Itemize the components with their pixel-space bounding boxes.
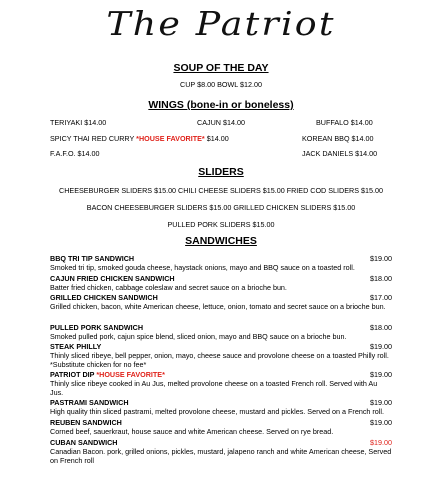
item-name: GRILLED CHICKEN SANDWICH bbox=[50, 293, 158, 302]
house-favorite-badge: *HOUSE FAVORITE* bbox=[136, 134, 205, 143]
item-description: Corned beef, sauerkraut, house sauce and white American cheese. Served on rye bread. bbox=[50, 427, 334, 437]
item-name: PASTRAMI SANDWICH bbox=[50, 398, 129, 407]
wing-thai-label: SPICY THAI RED CURRY bbox=[50, 134, 135, 143]
wing-thai-price: $14.00 bbox=[206, 134, 229, 143]
wing-korean: KOREAN BBQ $14.00 bbox=[302, 134, 374, 143]
item-price: $19.00 bbox=[370, 370, 392, 379]
item-price: $17.00 bbox=[370, 293, 392, 302]
list-item bbox=[50, 370, 392, 398]
sliders-row-2: BACON CHEESEBURGER SLIDERS $15.00 GRILLED CHICKEN SLIDERS $15.00 bbox=[86, 203, 356, 212]
list-item bbox=[50, 254, 392, 272]
list-item bbox=[50, 418, 392, 436]
list-item bbox=[50, 438, 392, 466]
list-item bbox=[50, 398, 392, 416]
item-price: $19.00 bbox=[370, 418, 392, 427]
wings-title: WINGS (bone-in or boneless) bbox=[148, 99, 294, 111]
restaurant-logo: The Patriot bbox=[106, 4, 336, 43]
item-description: Grilled chicken, bacon, white American cheese, lettuce, onion, tomato and secret sauce on a brioche bun. bbox=[50, 302, 386, 312]
item-price: $19.00 bbox=[370, 438, 392, 447]
item-price: $19.00 bbox=[370, 254, 392, 263]
item-name: CUBAN SANDWICH bbox=[50, 438, 118, 447]
list-item bbox=[50, 293, 392, 311]
wing-teriyaki: TERIYAKI $14.00 bbox=[50, 118, 107, 127]
item-name: PULLED PORK SANDWICH bbox=[50, 323, 144, 332]
house-favorite-badge: *HOUSE FAVORITE* bbox=[94, 370, 165, 379]
soup-prices: CUP $8.00 BOWL $12.00 bbox=[180, 80, 262, 89]
wing-thai bbox=[50, 134, 229, 143]
sliders-row-1: CHEESEBURGER SLIDERS $15.00 CHILI CHEESE SLIDERS $15.00 FRIED COD SLIDERS $15.00 bbox=[59, 186, 383, 195]
item-price: $18.00 bbox=[370, 323, 392, 332]
item-description: Canadian Bacon. pork, grilled onions, pickles, mustard, jalapeno ranch and white American cheese, Served on French roll bbox=[50, 447, 392, 466]
item-description: Thinly slice ribeye cooked in Au Jus, melted provolone cheese on a toasted French roll. Served with Au Jus. bbox=[50, 379, 378, 398]
item-price: $18.00 bbox=[370, 274, 392, 283]
item-description: Smoked tri tip, smoked gouda cheese, haystack onions, mayo and BBQ sauce on a toasted roll. bbox=[50, 263, 355, 273]
wing-cajun: CAJUN $14.00 bbox=[197, 118, 245, 127]
wing-buffalo: BUFFALO $14.00 bbox=[316, 118, 373, 127]
list-item bbox=[50, 274, 392, 292]
item-name: BBQ TRI TIP SANDWICH bbox=[50, 254, 135, 263]
sliders-title: SLIDERS bbox=[198, 166, 244, 178]
item-price: $19.00 bbox=[370, 342, 392, 351]
list-item bbox=[50, 323, 392, 341]
item-description: Thinly sliced ribeye, bell pepper, onion, mayo, cheese sauce and provolone cheese on a toasted Philly roll. *Substitute chicken for no fee* bbox=[50, 351, 389, 370]
sliders-row-3: PULLED PORK SLIDERS $15.00 bbox=[167, 220, 275, 229]
sandwiches-title: SANDWICHES bbox=[185, 235, 257, 247]
soup-title: SOUP OF THE DAY bbox=[173, 62, 269, 74]
item-description: Smoked pulled pork, cajun spice blend, sliced onion, mayo and BBQ sauce on a brioche bun. bbox=[50, 332, 347, 342]
list-item bbox=[50, 342, 392, 370]
item-name: PATRIOT DIP bbox=[50, 370, 95, 379]
item-name: REUBEN SANDWICH bbox=[50, 418, 122, 427]
wing-fafo: F.A.F.O. $14.00 bbox=[50, 149, 100, 158]
item-description: Batter fried chicken, cabbage coleslaw and secret sauce on a brioche bun. bbox=[50, 283, 287, 293]
item-name: CAJUN FRIED CHICKEN SANDWICH bbox=[50, 274, 175, 283]
item-name: STEAK PHILLY bbox=[50, 342, 102, 351]
item-price: $19.00 bbox=[370, 398, 392, 407]
wing-jack-daniels: JACK DANIELS $14.00 bbox=[302, 149, 378, 158]
item-description: High quality thin sliced pastrami, melted provolone cheese, mustard and pickles. Served on a French roll. bbox=[50, 407, 384, 417]
